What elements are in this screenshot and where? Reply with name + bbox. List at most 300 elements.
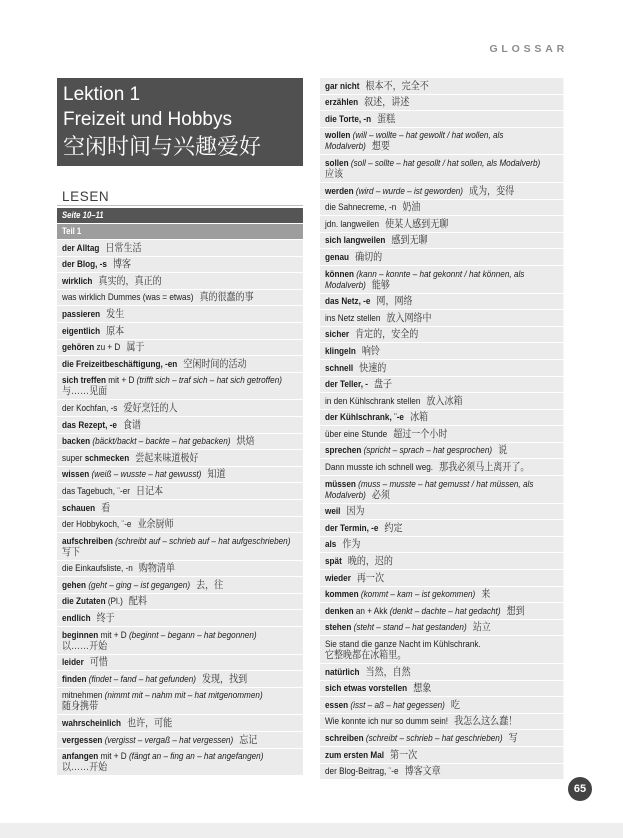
entry-text: der Kochfan, -s bbox=[61, 402, 118, 414]
glossary-entry bbox=[320, 360, 563, 376]
entry-translation-zh: 终于 bbox=[96, 612, 115, 625]
entry-term: aufschreiben bbox=[61, 535, 113, 547]
entry-line bbox=[325, 280, 560, 291]
glossary-entry bbox=[57, 594, 303, 610]
entry-translation-zh: 它整晚都在冰箱里。 bbox=[324, 649, 407, 661]
entry-translation-zh: 想要 bbox=[371, 140, 390, 153]
entry-translation-zh: 放入冰箱 bbox=[426, 394, 463, 407]
entry-term: gar nicht bbox=[324, 80, 360, 92]
entry-translation-zh: 蛋糕 bbox=[377, 112, 396, 125]
entry-line bbox=[62, 613, 300, 624]
entry-term: finden bbox=[61, 673, 87, 685]
glossary-entry bbox=[57, 500, 303, 516]
entry-line bbox=[325, 539, 560, 550]
glossary-entry bbox=[57, 290, 303, 306]
entry-grammar: (muss – musste – hat gemusst / hat müssen, als bbox=[355, 478, 534, 490]
entry-grammar: (weiß – wusste – hat gewusst) bbox=[89, 469, 202, 481]
entry-term: weil bbox=[324, 506, 341, 518]
glossary-entry bbox=[320, 520, 563, 536]
entry-translation-zh: 使某人感到无聊 bbox=[385, 217, 449, 230]
entry-translation-zh: 晚的，迟的 bbox=[347, 555, 393, 568]
entry-grammar: Modalverb) bbox=[324, 279, 366, 291]
entry-translation-zh: 能够 bbox=[371, 278, 390, 291]
glossary-entry bbox=[57, 671, 303, 687]
entry-line bbox=[62, 276, 300, 287]
entry-translation-zh: 真的很蠢的事 bbox=[199, 291, 254, 304]
entry-line bbox=[325, 412, 560, 423]
entry-line bbox=[325, 235, 560, 246]
entry-translation-zh: 写下 bbox=[61, 545, 81, 558]
entry-line bbox=[325, 700, 560, 711]
glossary-entry bbox=[320, 266, 563, 293]
entry-translation-zh: 以……开始 bbox=[61, 761, 108, 774]
entry-grammar: (kann – konnte – hat gekonnt / hat können, als bbox=[354, 268, 525, 280]
entry-line bbox=[62, 243, 300, 254]
entry-translation-zh: 知道 bbox=[207, 468, 226, 481]
entry-translation-zh: 食谱 bbox=[122, 418, 142, 431]
entry-grammar: (spricht – sprach – hat gesprochen) bbox=[361, 445, 493, 457]
entry-translation-zh: 第一次 bbox=[390, 748, 418, 761]
glossary-entry bbox=[320, 664, 563, 680]
entry-line bbox=[62, 469, 300, 480]
entry-line bbox=[62, 403, 300, 414]
entry-text: was wirklich Dummes (was = etwas) bbox=[61, 292, 194, 304]
entry-translation-zh: 尝起来味道极好 bbox=[135, 451, 199, 464]
entry-term: natürlich bbox=[324, 666, 360, 678]
entry-translation-zh: 说 bbox=[498, 444, 508, 457]
entry-term: als bbox=[324, 539, 337, 551]
entry-translation-zh: 成为，变得 bbox=[469, 184, 515, 197]
entry-term: beginnen bbox=[61, 629, 99, 641]
entry-term: backen bbox=[61, 436, 91, 448]
entry-term: sollen bbox=[324, 157, 349, 169]
entry-translation-zh: 盘子 bbox=[373, 378, 393, 391]
lesson-number: Lektion 1 bbox=[63, 84, 141, 105]
entry-line bbox=[325, 114, 560, 125]
lesson-title-box bbox=[57, 78, 303, 166]
entry-line bbox=[62, 674, 300, 685]
entry-translation-zh: 约定 bbox=[384, 521, 403, 534]
entry-term: werden bbox=[324, 185, 354, 197]
glossary-entry bbox=[320, 200, 563, 216]
glossary-entry bbox=[320, 327, 563, 343]
entry-term: stehen bbox=[324, 622, 352, 634]
entry-translation-zh: 我怎么这么蠢！ bbox=[454, 715, 518, 728]
entry-term: das Rezept, -e bbox=[61, 419, 117, 431]
glossary-entry bbox=[320, 443, 563, 459]
glossary-entry bbox=[320, 128, 563, 155]
entry-translation-zh: 应该 bbox=[324, 167, 344, 180]
entry-term: der Alltag bbox=[61, 242, 100, 254]
entry-term: wieder bbox=[324, 572, 351, 584]
entry-term: sich langweilen bbox=[324, 235, 386, 247]
glossary-entry bbox=[320, 233, 563, 249]
entry-text: Sie stand die ganze Nacht im Kühlschrank. bbox=[324, 639, 481, 650]
section-heading: LESEN bbox=[62, 189, 110, 204]
entry-line bbox=[325, 716, 560, 727]
entry-line bbox=[325, 97, 560, 108]
entry-grammar: (wird – wurde – ist geworden) bbox=[353, 185, 464, 197]
entry-grammar: (nimmt mit – nahm mit – hat mitgenommen) bbox=[104, 690, 263, 702]
entry-text: über eine Stunde bbox=[324, 428, 388, 440]
entry-translation-zh: 因为 bbox=[346, 505, 365, 518]
entry-text: jdn. langweilen bbox=[324, 218, 380, 230]
entry-grammar: (beginnt – begann – hat begonnen) bbox=[128, 629, 257, 641]
entry-line bbox=[325, 750, 560, 761]
entry-line bbox=[325, 479, 560, 490]
entry-line bbox=[325, 296, 560, 307]
entry-text: Dann musste ich schnell weg. bbox=[324, 462, 434, 474]
entry-grammar: (bäckt/backt – backte – hat gebacken) bbox=[90, 436, 231, 448]
entry-translation-zh: 再一次 bbox=[356, 571, 384, 584]
entry-line bbox=[325, 81, 560, 92]
glossary-entry bbox=[320, 310, 563, 326]
entry-translation-zh: 站立 bbox=[472, 621, 491, 634]
glossary-entry bbox=[57, 273, 303, 289]
glossary-entry bbox=[320, 681, 563, 697]
glossary-entry bbox=[57, 467, 303, 483]
entry-translation-zh: 放入网络中 bbox=[386, 311, 432, 324]
entry-term: zum ersten Mal bbox=[324, 749, 385, 761]
entry-line bbox=[62, 259, 300, 270]
entry-line bbox=[325, 186, 560, 197]
entry-term: sich etwas vorstellen bbox=[324, 683, 408, 695]
entry-translation-zh: 超过一个小时 bbox=[393, 427, 448, 440]
entry-term: wirklich bbox=[61, 275, 93, 287]
glossary-entry bbox=[320, 216, 563, 232]
entry-line bbox=[62, 641, 300, 652]
glossary-entry bbox=[320, 697, 563, 713]
entry-line bbox=[325, 506, 560, 517]
entry-line bbox=[62, 503, 300, 514]
entry-line bbox=[62, 386, 300, 397]
entry-translation-zh: 感到无聊 bbox=[391, 234, 428, 247]
glossary-entry bbox=[57, 450, 303, 466]
entry-line bbox=[325, 329, 560, 340]
glossary-section-label: GLOSSAR bbox=[489, 43, 568, 55]
entry-line bbox=[325, 252, 560, 263]
entry-term: schreiben bbox=[324, 732, 364, 744]
entry-line bbox=[62, 326, 300, 337]
glossary-entry bbox=[320, 553, 563, 569]
entry-text: mit + D bbox=[106, 375, 137, 387]
entry-translation-zh: 来 bbox=[481, 588, 491, 601]
entry-translation-zh: 确切的 bbox=[355, 250, 383, 263]
entry-text: (Pl.) bbox=[105, 596, 123, 608]
entry-grammar: Modalverb) bbox=[324, 141, 366, 153]
entry-translation-zh: 必须 bbox=[371, 488, 390, 501]
glossary-entry bbox=[320, 183, 563, 199]
entry-translation-zh: 去，往 bbox=[196, 578, 224, 591]
entry-translation-zh: 爱好烹饪的人 bbox=[123, 401, 178, 414]
entry-translation-zh: 冰箱 bbox=[410, 411, 429, 424]
glossary-entry bbox=[57, 655, 303, 671]
entry-term: das Netz, -e bbox=[324, 296, 371, 308]
glossary-entry bbox=[320, 294, 563, 310]
glossary-entry bbox=[320, 730, 563, 746]
entry-text: an + Akk bbox=[353, 605, 390, 617]
glossary-list-left bbox=[57, 240, 303, 775]
glossary-entry bbox=[57, 715, 303, 731]
lesson-title-de: Freizeit und Hobbys bbox=[63, 109, 232, 130]
glossary-entry bbox=[57, 688, 303, 715]
glossary-entry bbox=[320, 504, 563, 520]
entry-grammar: (will – wollte – hat gewollt / hat wollen, als bbox=[350, 130, 504, 142]
entry-line bbox=[325, 141, 560, 152]
entry-term: müssen bbox=[324, 478, 356, 490]
entry-term: können bbox=[324, 268, 355, 280]
entry-term: wollen bbox=[324, 130, 351, 142]
entry-translation-zh: 配料 bbox=[128, 595, 147, 608]
entry-line bbox=[325, 429, 560, 440]
entry-translation-zh: 真实的，真正的 bbox=[98, 274, 162, 287]
entry-line bbox=[62, 359, 300, 370]
entry-line bbox=[325, 573, 560, 584]
entry-term: endlich bbox=[61, 613, 91, 625]
entry-term: erzählen bbox=[324, 97, 359, 109]
entry-translation-zh: 发生 bbox=[106, 307, 125, 320]
entry-line bbox=[325, 622, 560, 633]
glossary-entry bbox=[320, 537, 563, 553]
glossary-entry bbox=[320, 78, 563, 94]
entry-translation-zh: 空闲时间的活动 bbox=[183, 357, 247, 370]
entry-translation-zh: 快速的 bbox=[359, 361, 387, 374]
entry-text: die Sahnecreme, -n bbox=[324, 202, 397, 214]
glossary-entry bbox=[320, 603, 563, 619]
page-range-bar bbox=[57, 208, 303, 223]
entry-translation-zh: 响铃 bbox=[361, 344, 380, 357]
entry-text: ins Netz stellen bbox=[324, 312, 381, 324]
glossary-entry bbox=[320, 620, 563, 636]
entry-translation-zh: 以……开始 bbox=[61, 639, 108, 652]
entry-translation-zh: 随身携带 bbox=[61, 700, 99, 713]
entry-term: die Torte, -n bbox=[324, 113, 372, 125]
glossary-entry bbox=[320, 111, 563, 127]
entry-text: mit + D bbox=[98, 629, 129, 641]
entry-term: schauen bbox=[61, 502, 96, 514]
entry-grammar: Modalverb) bbox=[324, 489, 366, 501]
entry-text: der Blog-Beitrag, ¨-e bbox=[324, 766, 399, 778]
entry-grammar: (schreibt auf – schrieb auf – hat aufgeschrieben) bbox=[112, 535, 291, 547]
entry-line bbox=[325, 313, 560, 324]
entry-line bbox=[325, 169, 560, 180]
entry-term: sicher bbox=[324, 329, 350, 341]
entry-term: passieren bbox=[61, 308, 101, 320]
entry-grammar: (findet – fand – hat gefunden) bbox=[86, 673, 196, 685]
entry-term: wissen bbox=[61, 469, 90, 481]
entry-term: spät bbox=[324, 556, 342, 568]
entry-line bbox=[62, 420, 300, 431]
glossary-entry bbox=[57, 533, 303, 560]
entry-term: genau bbox=[324, 251, 350, 263]
entry-translation-zh: 作为 bbox=[342, 538, 361, 551]
glossary-entry bbox=[57, 434, 303, 450]
entry-line bbox=[62, 701, 300, 712]
glossary-entry bbox=[57, 627, 303, 654]
glossary-entry bbox=[57, 356, 303, 372]
glossary-entry bbox=[320, 747, 563, 763]
glossary-entry bbox=[57, 749, 303, 776]
entry-text: die Einkaufsliste, -n bbox=[61, 563, 133, 575]
entry-translation-zh: 购物清单 bbox=[138, 562, 175, 575]
entry-line bbox=[325, 396, 560, 407]
glossary-entry bbox=[320, 393, 563, 409]
entry-translation-zh: 写 bbox=[508, 731, 518, 744]
entry-term: anfangen bbox=[61, 751, 99, 763]
entry-term: wahrscheinlich bbox=[61, 718, 122, 730]
glossary-entry bbox=[57, 257, 303, 273]
entry-translation-zh: 博客 bbox=[112, 258, 132, 271]
glossary-entry bbox=[320, 343, 563, 359]
glossary-entry bbox=[57, 483, 303, 499]
entry-line bbox=[325, 667, 560, 678]
entry-text: mitnehmen bbox=[61, 690, 105, 702]
entry-term: der Kühlschrank, ¨-e bbox=[324, 412, 404, 424]
glossary-list-right bbox=[320, 78, 563, 779]
entry-grammar: (geht – ging – ist gegangen) bbox=[86, 579, 191, 591]
glossary-entry bbox=[57, 417, 303, 433]
entry-grammar: (denkt – dachte – hat gedacht) bbox=[389, 605, 501, 617]
glossary-entry bbox=[57, 561, 303, 577]
subpart-bar bbox=[57, 224, 303, 239]
glossary-entry bbox=[320, 570, 563, 586]
entry-term: der Blog, -s bbox=[61, 259, 107, 271]
entry-line bbox=[325, 269, 560, 280]
glossary-entry bbox=[57, 373, 303, 400]
entry-term: sich treffen bbox=[61, 375, 107, 387]
entry-line bbox=[325, 130, 560, 141]
glossary-entry bbox=[320, 459, 563, 475]
entry-translation-zh: 日记本 bbox=[135, 484, 164, 497]
glossary-entry bbox=[57, 732, 303, 748]
page-number: 65 bbox=[573, 783, 587, 795]
glossary-entry bbox=[320, 249, 563, 265]
entry-term: eigentlich bbox=[61, 325, 101, 337]
entry-term: die Freizeitbeschäftigung, -en bbox=[61, 358, 178, 370]
entry-translation-zh: 原本 bbox=[106, 324, 125, 337]
entry-term: kommen bbox=[324, 589, 359, 601]
entry-grammar: (soll – sollte – hat gesollt / hat sollen, als Modalverb) bbox=[348, 157, 541, 169]
glossary-entry bbox=[320, 377, 563, 393]
entry-line bbox=[325, 606, 560, 617]
entry-text: super bbox=[61, 452, 85, 464]
entry-line bbox=[62, 453, 300, 464]
entry-term: der Termin, -e bbox=[324, 522, 379, 534]
entry-term: klingeln bbox=[324, 345, 356, 357]
entry-text: der Hobbykoch, ¨-e bbox=[61, 519, 132, 531]
glossary-entry bbox=[57, 400, 303, 416]
page-number-badge bbox=[568, 777, 592, 801]
page-range-label: Seite 10–11 bbox=[61, 210, 104, 220]
entry-line bbox=[325, 556, 560, 567]
entry-line bbox=[325, 490, 560, 501]
entry-line bbox=[62, 519, 300, 530]
entry-line bbox=[325, 346, 560, 357]
entry-line bbox=[62, 762, 300, 773]
glossary-entry bbox=[320, 587, 563, 603]
entry-line bbox=[62, 486, 300, 497]
entry-line bbox=[62, 580, 300, 591]
entry-text: in den Kühlschrank stellen bbox=[324, 395, 421, 407]
entry-line bbox=[325, 202, 560, 213]
entry-line bbox=[62, 735, 300, 746]
entry-line bbox=[325, 650, 560, 661]
entry-term: die Zutaten bbox=[61, 596, 106, 608]
entry-line bbox=[62, 718, 300, 729]
entry-line bbox=[325, 363, 560, 374]
glossary-entry bbox=[57, 577, 303, 593]
glossary-entry bbox=[57, 610, 303, 626]
entry-translation-zh: 想到 bbox=[506, 604, 525, 617]
entry-translation-zh: 与……见面 bbox=[61, 385, 108, 398]
entry-translation-zh: 奶油 bbox=[402, 201, 421, 214]
entry-line bbox=[325, 445, 560, 456]
entry-line bbox=[325, 766, 560, 777]
entry-grammar: (isst – aß – hat gegessen) bbox=[348, 699, 445, 711]
entry-line bbox=[62, 563, 300, 574]
glossary-entry bbox=[57, 340, 303, 356]
entry-translation-zh: 烘焙 bbox=[236, 435, 255, 448]
entry-line bbox=[325, 379, 560, 390]
glossary-entry bbox=[320, 764, 563, 780]
entry-translation-zh: 当然，自然 bbox=[365, 665, 411, 678]
page-bottom-edge bbox=[0, 823, 623, 838]
entry-grammar: (vergisst – vergaß – hat vergessen) bbox=[102, 734, 234, 746]
entry-translation-zh: 可惜 bbox=[89, 656, 108, 669]
glossary-entry bbox=[320, 410, 563, 426]
heading-rule bbox=[57, 205, 303, 206]
lesson-title-zh: 空闲时间与兴趣爱好 bbox=[63, 134, 262, 159]
glossary-entry bbox=[57, 517, 303, 533]
entry-translation-zh: 业余厨师 bbox=[137, 518, 174, 531]
entry-translation-zh: 也许，可能 bbox=[127, 717, 173, 730]
glossary-column-right bbox=[320, 78, 563, 780]
entry-line bbox=[62, 309, 300, 320]
entry-line bbox=[325, 158, 560, 169]
entry-line bbox=[62, 547, 300, 558]
entry-grammar: (steht – stand – hat gestanden) bbox=[351, 622, 467, 634]
glossary-entry bbox=[320, 714, 563, 730]
entry-translation-zh: 忘记 bbox=[239, 733, 258, 746]
entry-term: leider bbox=[61, 657, 84, 669]
glossary-entry bbox=[320, 95, 563, 111]
entry-term: schnell bbox=[324, 362, 354, 374]
entry-term: gehen bbox=[61, 579, 87, 591]
entry-line bbox=[325, 683, 560, 694]
entry-translation-zh: 那我必须马上离开了。 bbox=[439, 461, 530, 474]
entry-text: mit + D bbox=[98, 751, 129, 763]
entry-grammar: (schreibt – schrieb – hat geschrieben) bbox=[363, 732, 503, 744]
entry-term: gehören bbox=[61, 342, 95, 354]
entry-line bbox=[62, 657, 300, 668]
glossary-column-left bbox=[57, 208, 303, 776]
entry-translation-zh: 发现，找到 bbox=[201, 672, 248, 685]
entry-term: sprechen bbox=[324, 445, 362, 457]
entry-line bbox=[62, 292, 300, 303]
entry-text: zu + D bbox=[94, 342, 121, 354]
glossary-entry bbox=[57, 306, 303, 322]
entry-term: der Teller, - bbox=[324, 379, 368, 391]
entry-text: Wie konnte ich nur so dumm sein! bbox=[324, 716, 449, 728]
entry-line bbox=[325, 462, 560, 473]
subpart-label: Teil 1 bbox=[61, 226, 82, 236]
entry-line bbox=[325, 523, 560, 534]
glossary-entry bbox=[320, 155, 563, 182]
glossary-entry bbox=[320, 476, 563, 503]
glossary-entry bbox=[57, 323, 303, 339]
entry-translation-zh: 属于 bbox=[126, 341, 145, 354]
entry-translation-zh: 根本不，完全不 bbox=[365, 79, 429, 92]
